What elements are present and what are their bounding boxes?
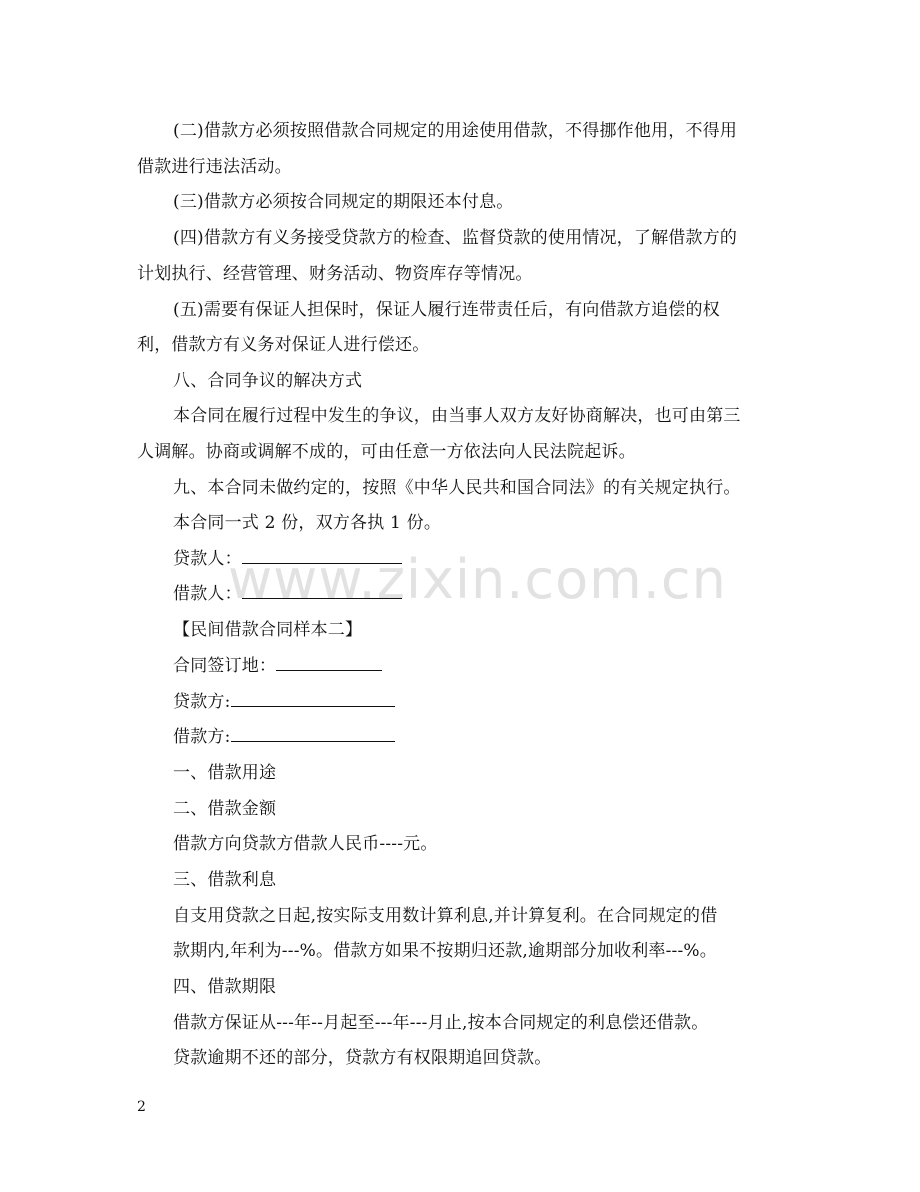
paragraph-line: 人调解。协商或调解不成的，可由任意一方依法向人民法院起诉。 <box>137 442 636 462</box>
paragraph-line: (二)借款方必须按照借款合同规定的用途使用借款，不得挪作他用，不得用 <box>173 121 738 141</box>
borrower-signature-line <box>173 582 402 606</box>
page-number: 2 <box>137 1099 146 1115</box>
section-title: 【民间借款合同样本二】 <box>173 620 363 640</box>
section-heading: 九、本合同未做约定的，按照《中华人民共和国合同法》的有关规定执行。 <box>173 478 741 498</box>
paragraph-line: 贷款逾期不还的部分，贷款方有权限期追回贷款。 <box>173 1048 552 1068</box>
paragraph-line: 本合同在履行过程中发生的争议，由当事人双方友好协商解决，也可由第三 <box>173 406 741 426</box>
borrower-party-line <box>173 725 395 749</box>
lender-signature-line <box>173 547 402 571</box>
watermark: www.zixin.com.cn <box>228 548 727 611</box>
borrower-blank <box>242 582 402 599</box>
lender-party-blank <box>231 690 395 707</box>
paragraph-line: (五)需要有保证人担保时，保证人履行连带责任后，有向借款方追偿的权 <box>173 300 720 320</box>
section-heading: 三、借款利息 <box>173 870 277 890</box>
sign-place-label: 合同签订地： <box>173 656 277 676</box>
paragraph-line: 利，借款方有义务对保证人进行偿还。 <box>137 335 430 355</box>
lender-party-label: 贷款方: <box>173 692 231 712</box>
paragraph-line: 借款方保证从---年--月起至---年---月止,按本合同规定的利息偿还借款。 <box>173 1013 709 1033</box>
section-heading: 四、借款期限 <box>173 977 277 997</box>
paragraph-line: 借款进行违法活动。 <box>137 157 292 177</box>
sign-place-line <box>173 654 382 678</box>
paragraph-line: (四)借款方有义务接受贷款方的检查、监督贷款的使用情况，了解借款方的 <box>173 228 738 248</box>
sign-place-blank <box>276 654 382 671</box>
paragraph-line: 本合同一式 2 份，双方各执 1 份。 <box>173 513 442 533</box>
borrower-party-blank <box>231 725 395 742</box>
paragraph-line: 借款方向贷款方借款人民币----元。 <box>173 834 438 854</box>
section-heading: 二、借款金额 <box>173 799 277 819</box>
paragraph-line: 自支用贷款之日起,按实际支用数计算利息,并计算复利。在合同规定的借 <box>173 906 718 926</box>
lender-blank <box>242 547 402 564</box>
borrower-label: 借款人： <box>173 584 242 604</box>
section-heading: 八、合同争议的解决方式 <box>173 371 363 391</box>
section-heading: 一、借款用途 <box>173 763 277 783</box>
paragraph-line: 计划执行、经营管理、财务活动、物资库存等情况。 <box>137 264 533 284</box>
borrower-party-label: 借款方: <box>173 727 231 747</box>
paragraph-line: (三)借款方必须按合同规定的期限还本付息。 <box>173 192 514 212</box>
lender-party-line <box>173 690 395 714</box>
lender-label: 贷款人： <box>173 549 242 569</box>
paragraph-line: 款期内,年利为---%。借款方如果不按期归还款,逾期部分加收利率---%。 <box>173 941 717 961</box>
